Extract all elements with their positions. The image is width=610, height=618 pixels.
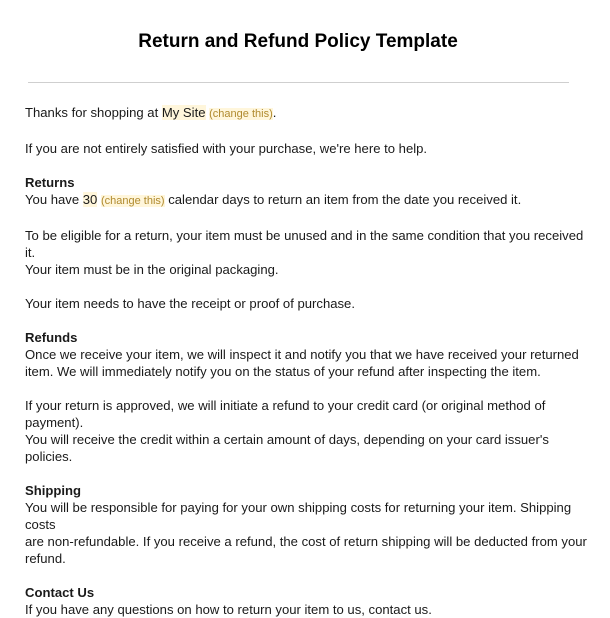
shipping-heading: Shipping: [25, 483, 82, 498]
shipping-line1: You will be responsible for paying for your own shipping costs for returning your item. Shipping costs: [25, 500, 572, 532]
returns-receipt-line: Your item needs to have the receipt or proof of purchase.: [25, 296, 355, 311]
contact-line: If you have any questions on how to return your item to us, contact us.: [25, 602, 432, 617]
title-divider: [28, 82, 569, 83]
refunds-heading: Refunds: [25, 330, 78, 345]
shipping-line2: are non-refundable. If you receive a refund, the cost of return shipping will be deducted from your: [25, 534, 587, 549]
refunds-approved-line2: You will receive the credit within a certain amount of days, depending on your card issuer's policies.: [25, 432, 549, 464]
change-site-name-link[interactable]: (change this): [209, 108, 273, 120]
refunds-approved-line1: If your return is approved, we will initiate a refund to your credit card (or original method of payment).: [25, 398, 546, 430]
document-title: Return and Refund Policy Template: [138, 31, 458, 52]
shipping-line3: refund.: [25, 551, 66, 566]
site-name-placeholder[interactable]: My Site: [161, 105, 206, 120]
refunds-inspect-line2: item. We will immediately notify you on the status of your refund after inspecting the item.: [25, 364, 541, 379]
returns-eligibility-line1: To be eligible for a return, your item must be unused and in the same condition that you received it.: [25, 228, 584, 260]
policy-body: [25, 104, 595, 618]
refunds-inspect-line1: Once we receive your item, we will inspect it and notify you that we have received your returned: [25, 347, 579, 362]
intro-text-before: Thanks for shopping at: [25, 105, 162, 120]
intro-help-line: If you are not entirely satisfied with your purchase, we're here to help.: [25, 141, 428, 156]
returns-heading: Returns: [25, 175, 75, 190]
returns-eligibility-line2: Your item must be in the original packaging.: [25, 262, 279, 277]
returns-days-line: [25, 191, 595, 210]
contact-heading: Contact Us: [25, 585, 95, 600]
intro-text-after: .: [272, 105, 277, 120]
change-days-link[interactable]: (change this): [100, 195, 165, 207]
return-days-placeholder[interactable]: 30: [82, 192, 98, 207]
intro-line: [25, 104, 595, 123]
returns-text-before: You have: [25, 192, 83, 207]
returns-text-after: calendar days to return an item from the date you received it.: [164, 192, 522, 207]
